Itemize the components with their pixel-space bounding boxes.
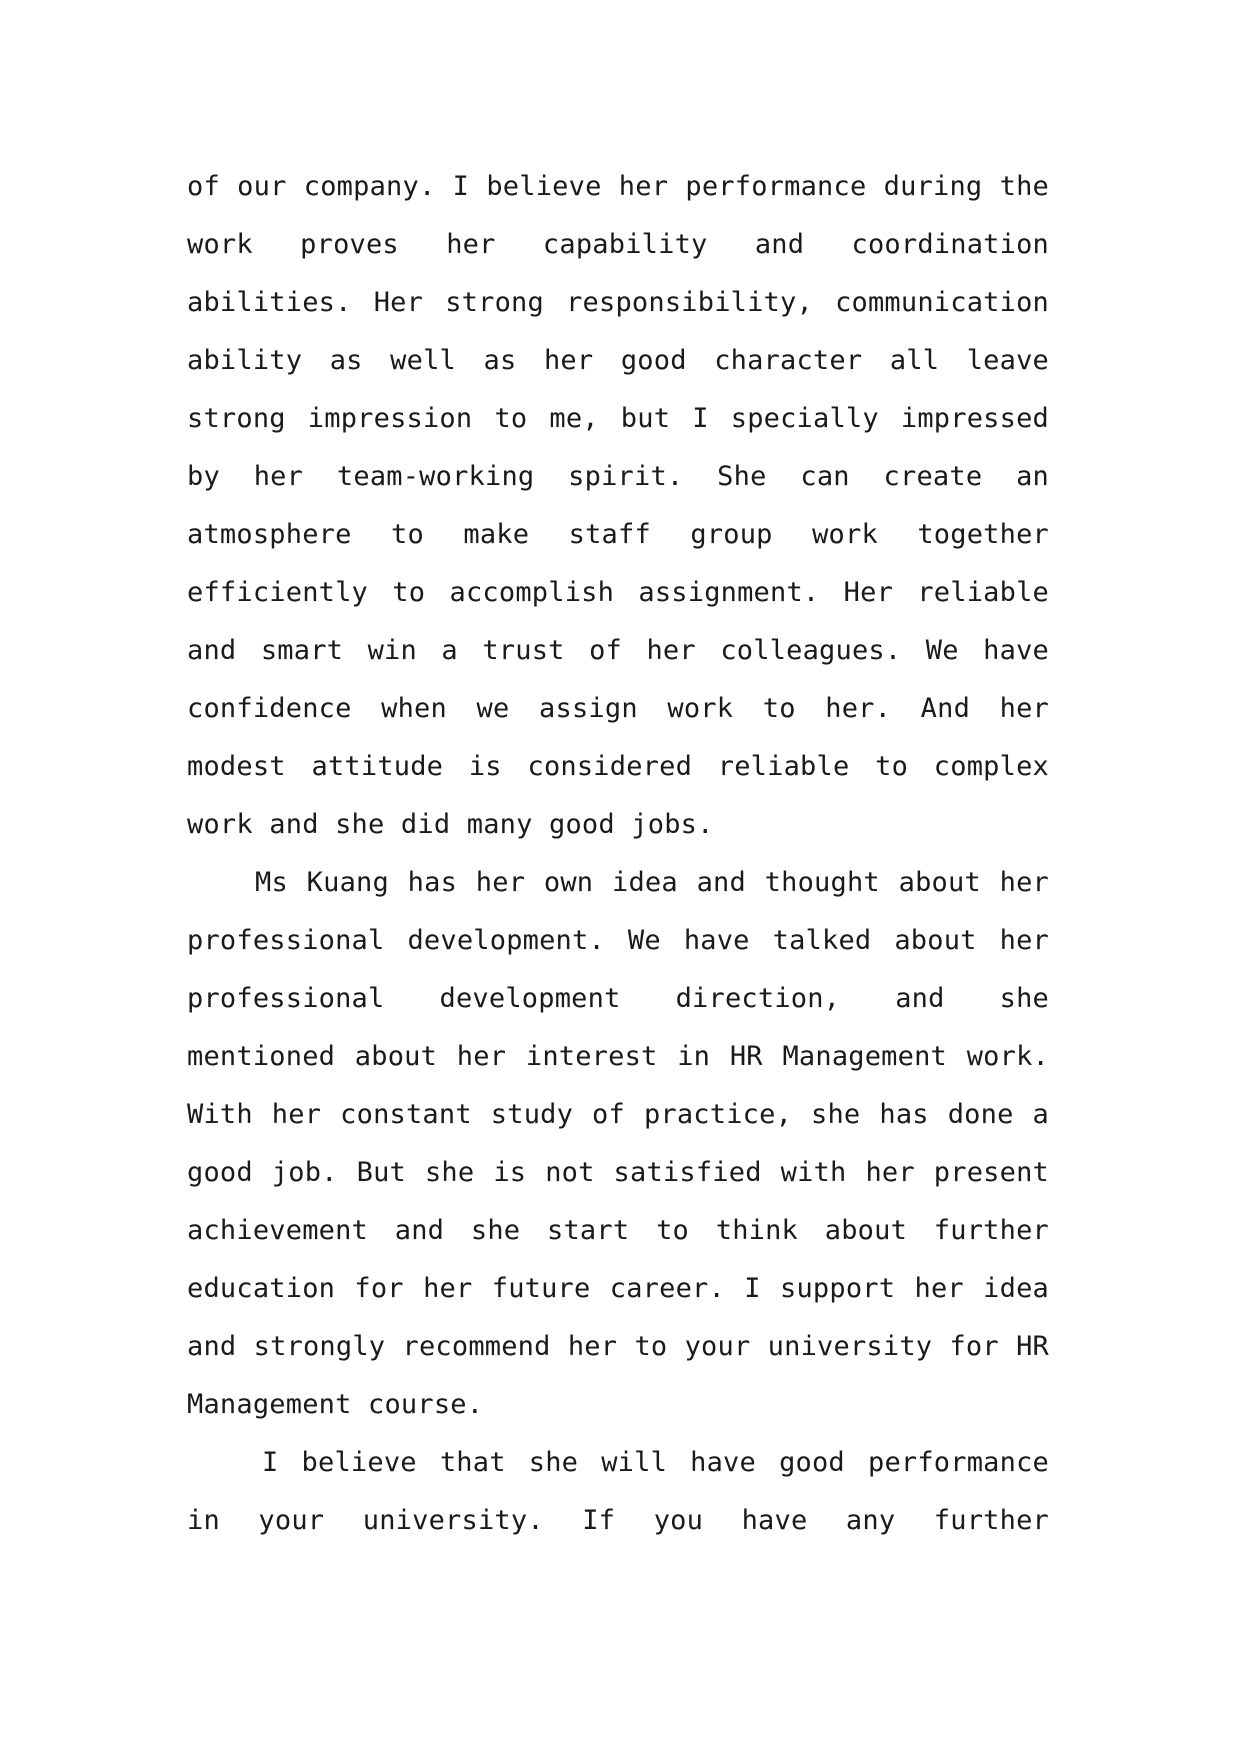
paragraph-closing: I believe that she will have good performance in your university. If you have any further (187, 1447, 1049, 1536)
letter-body (187, 158, 1049, 1550)
paragraph-performance: of our company. I believe her performance during the work proves her capability and coordination abilities. Her strong responsibility, communication ability as well as her good character all leave strong impression to me, but I specially impressed by her team-working spirit. She can create an atmosphere to make staff group work together efficiently to accomplish assignment. Her reliable and smart win a trust of her colleagues. We have confidence when we assign work to her. And her modest attitude is considered reliable to complex work and she did many good jobs. (187, 171, 1049, 840)
paragraph-professional-development: Ms Kuang has her own idea and thought about her professional development. We have talked about her professional development direction, and she mentioned about her interest in HR Management work. With her constant study of practice, she has done a good job. But she is not satisfied with her present achievement and she start to think about further education for her future career. I support her idea and strongly recommend her to your university for HR Management course. (187, 867, 1049, 1420)
